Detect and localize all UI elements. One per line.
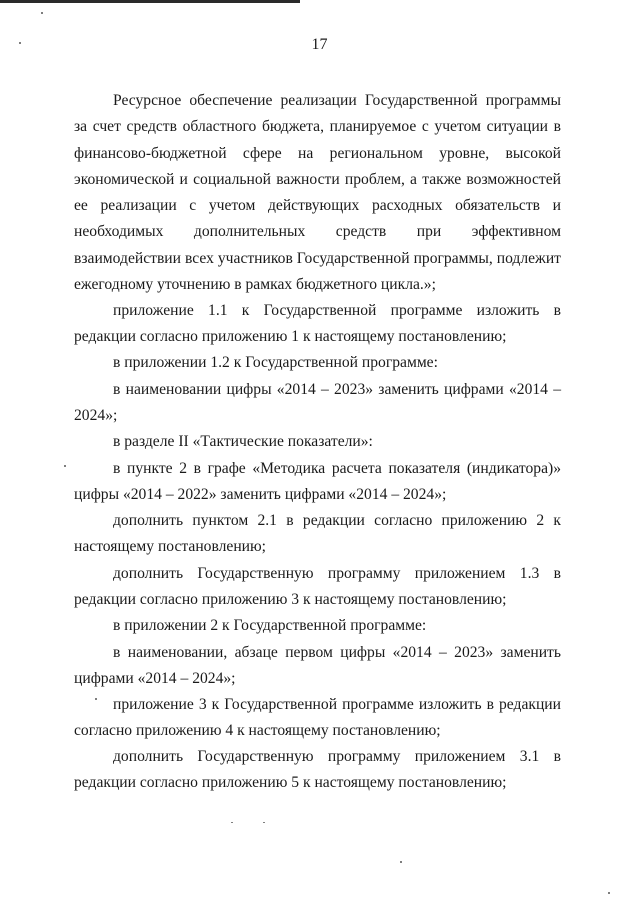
paragraph-item-2: в пункте 2 в графе «Методика расчета показателя (индикатора)» цифры «2014 – 2022» заменить цифрами «2014 – 2024»;: [74, 460, 561, 504]
paragraph-appendix-2: в приложении 2 к Государственной программе:: [113, 617, 427, 634]
scan-speck: [95, 698, 97, 700]
top-border-line: [0, 0, 300, 3]
paragraph-resource-provision: Ресурсное обеспечение реализации Государственной программы за счет средств областного бюджета, планируемое с учетом ситуации в финансово-бюджетной сфере на региональном уровне, высокой экономической и социальной важности проблем, а также возможностей ее реализации с учетом действующих расходных обязательств и необходимых дополнительных средств при эффективном взаимодействии всех участников Государственной программы, подлежит ежегодному уточнению в рамках бюджетного цикла.»;: [74, 92, 561, 294]
scan-speck: [608, 892, 610, 894]
scan-speck: [231, 822, 233, 823]
paragraph-item-2-1: дополнить пунктом 2.1 в редакции согласно приложению 2 к настоящему постановлению;: [74, 512, 561, 556]
scan-speck: [400, 861, 402, 863]
paragraph-appendix-1-1: приложение 1.1 к Государственной программе изложить в редакции согласно приложению 1 к настоящему постановлению;: [74, 302, 561, 346]
scan-speck: [64, 465, 66, 467]
paragraph-appendix-1-3: дополнить Государственную программу приложением 1.3 в редакции согласно приложению 3 к настоящему постановлению;: [74, 565, 561, 609]
scan-speck: [41, 12, 43, 14]
paragraph-appendix-3: приложение 3 к Государственной программе изложить в редакции согласно приложению 4 к настоящему постановлению;: [74, 696, 561, 740]
page-number: 17: [311, 36, 328, 53]
scan-speck: [263, 822, 265, 823]
paragraph-section-ii: в разделе II «Тактические показатели»:: [113, 433, 373, 450]
paragraph-name-digits: в наименовании цифры «2014 – 2023» заменить цифрами «2014 – 2024»;: [74, 381, 561, 425]
paragraph-first-para-digits: в наименовании, абзаце первом цифры «2014 – 2023» заменить цифрами «2014 – 2024»;: [74, 644, 561, 688]
paragraph-appendix-3-1: дополнить Государственную программу приложением 3.1 в редакции согласно приложению 5 к настоящему постановлению;: [74, 748, 561, 792]
scan-speck: [19, 42, 21, 44]
paragraph-appendix-1-2: в приложении 1.2 к Государственной программе:: [113, 354, 438, 371]
